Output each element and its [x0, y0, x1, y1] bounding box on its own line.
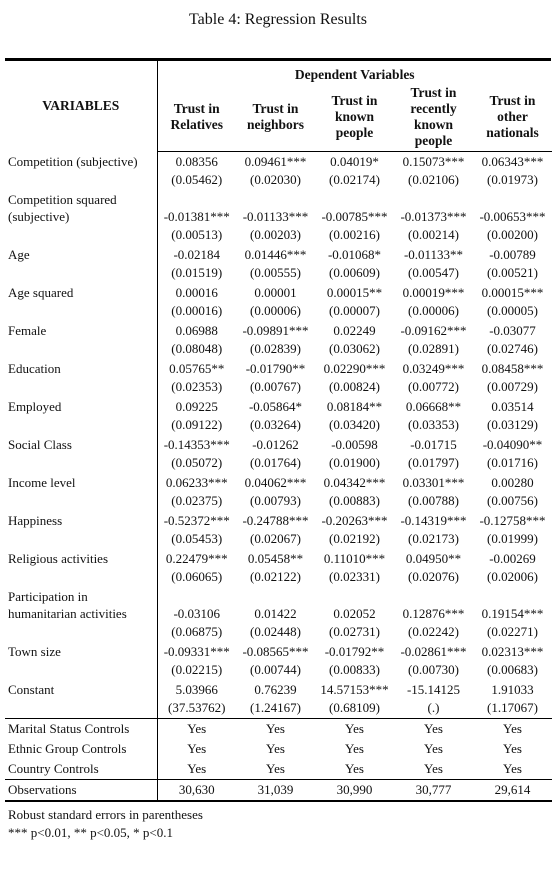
table-row-se: [5, 377, 552, 397]
dependent-variables-header: Dependent Variables: [294, 67, 415, 82]
standard-error-cell: (0.05453): [171, 531, 223, 546]
variable-label-empty: [5, 453, 157, 473]
coefficient-cell: -0.52372***: [163, 513, 230, 528]
table-row-se: [5, 529, 552, 549]
standard-error-cell: (0.02448): [250, 624, 301, 639]
variable-label-empty: [5, 660, 157, 680]
coefficient-cell: 0.04019*: [330, 154, 379, 169]
coefficient-cell: 0.03249***: [402, 361, 465, 376]
variable-label-empty: [5, 567, 157, 587]
coefficient-cell: -0.05864*: [248, 399, 303, 414]
variable-label-empty: [5, 491, 157, 511]
coefficient-cell: -0.09162***: [400, 323, 467, 338]
table-row: [5, 190, 552, 225]
variable-label-line: Age squared: [8, 285, 74, 300]
coefficient-cell: -0.14353***: [163, 437, 230, 452]
control-value: 30,630: [157, 780, 236, 802]
coefficient-cell: -0.01262: [252, 437, 299, 452]
coefficient-cell: 0.05458**: [247, 551, 304, 566]
standard-error-cell: (0.00729): [487, 379, 538, 394]
variable-label: [5, 680, 157, 698]
control-row: [5, 719, 552, 740]
control-value: Yes: [424, 761, 443, 776]
standard-error-cell: (0.00683): [487, 662, 538, 677]
standard-error-cell: (0.06875): [171, 624, 223, 639]
column-header-line: people: [335, 125, 374, 140]
standard-error-cell: (0.01764): [250, 455, 301, 470]
coefficient-cell: 0.01422: [254, 606, 297, 621]
standard-error-cell: (0.01797): [408, 455, 459, 470]
coefficient-cell: 0.06233***: [165, 475, 228, 490]
variable-label-line: Constant: [8, 682, 55, 697]
control-value: Yes: [266, 761, 285, 776]
standard-error-cell: (0.00005): [487, 303, 538, 318]
control-row: [5, 780, 552, 802]
coefficient-cell: -0.09891***: [242, 323, 309, 338]
variable-label: [5, 359, 157, 377]
coefficient-cell: 0.06988: [175, 323, 218, 338]
coefficient-cell: 0.06343***: [481, 154, 544, 169]
control-value: Yes: [157, 719, 236, 740]
column-header-line: other: [497, 109, 528, 124]
variable-label-empty: [5, 225, 157, 245]
control-value: Yes: [345, 761, 364, 776]
control-row: [5, 759, 552, 780]
variable-label-empty: [5, 622, 157, 642]
coefficient-cell: 0.15073***: [402, 154, 465, 169]
coefficient-cell: -0.00598: [331, 437, 378, 452]
variable-label-line: Employed: [8, 399, 62, 414]
variable-label-line: Participation in: [8, 589, 88, 604]
control-label: Marital Status Controls: [5, 719, 157, 740]
standard-error-cell: (0.00609): [329, 265, 380, 280]
standard-error-cell: (0.03420): [329, 417, 380, 432]
column-header-line: Trust in: [173, 101, 220, 116]
standard-error-cell: (0.00744): [250, 662, 301, 677]
standard-error-cell: (0.01519): [171, 265, 223, 280]
variable-label-line: Female: [8, 323, 47, 338]
coefficient-cell: -0.03077: [489, 323, 536, 338]
coefficient-cell: 0.00019***: [402, 285, 465, 300]
standard-error-cell: (0.00007): [329, 303, 380, 318]
table-row-se: [5, 491, 552, 511]
coefficient-cell: -15.14125: [406, 682, 461, 697]
variable-label-empty: [5, 415, 157, 435]
coefficient-cell: -0.00269: [489, 551, 536, 566]
coefficient-cell: 0.08458***: [481, 361, 544, 376]
standard-error-cell: (0.00547): [408, 265, 459, 280]
coefficient-cell: -0.01790**: [245, 361, 306, 376]
standard-error-cell: (0.02106): [408, 172, 459, 187]
table-row-se: [5, 170, 552, 190]
standard-error-cell: (0.03353): [408, 417, 459, 432]
standard-error-cell: (0.02215): [171, 662, 223, 677]
variable-label-line: Happiness: [8, 513, 63, 528]
standard-error-cell: (0.02731): [329, 624, 380, 639]
table-notes: [5, 802, 551, 842]
standard-error-cell: (0.05462): [171, 172, 223, 187]
variable-label-empty: [5, 170, 157, 190]
table-row-se: [5, 698, 552, 719]
table-row: [5, 152, 552, 171]
coefficient-cell: -0.00785***: [321, 209, 388, 224]
coefficient-cell: 0.01446***: [244, 247, 307, 262]
coefficient-cell: -0.02861***: [400, 644, 467, 659]
standard-error-cell: (0.02746): [487, 341, 538, 356]
table-row-se: [5, 415, 552, 435]
variable-label: [5, 473, 157, 491]
standard-error-cell: (0.00883): [329, 493, 380, 508]
column-header-3: [315, 83, 394, 152]
column-header-1: [157, 83, 236, 152]
variable-label-empty: [5, 698, 157, 719]
standard-error-cell: (0.02173): [408, 531, 459, 546]
table-row: [5, 245, 552, 263]
standard-error-cell: (0.02242): [408, 624, 459, 639]
standard-error-cell: (0.00016): [171, 303, 223, 318]
standard-error-cell: (0.02174): [329, 172, 380, 187]
control-value: Yes: [187, 761, 207, 776]
control-label: Ethnic Group Controls: [5, 739, 157, 759]
table-caption: Table 4: Regression Results: [189, 11, 367, 28]
coefficient-cell: -0.01133***: [242, 209, 309, 224]
table-row: [5, 321, 552, 339]
coefficient-cell: -0.01792**: [324, 644, 385, 659]
standard-error-cell: (0.00203): [250, 227, 301, 242]
variable-label: [5, 435, 157, 453]
coefficient-cell: -0.01381***: [163, 209, 230, 224]
table-row: [5, 359, 552, 377]
coefficient-cell: -0.00653***: [479, 209, 546, 224]
column-header-line: Trust in: [331, 93, 378, 108]
table-header: [5, 61, 552, 152]
standard-error-cell: (0.02271): [487, 624, 538, 639]
coefficient-cell: -0.08565***: [242, 644, 309, 659]
control-value: Yes: [266, 741, 285, 756]
coefficient-cell: 0.02313***: [481, 644, 544, 659]
variable-label-line: Religious activities: [8, 551, 109, 566]
variable-label: [5, 642, 157, 660]
variable-label-line: Income level: [8, 475, 76, 490]
coefficient-cell: 5.03966: [175, 682, 218, 697]
coefficient-cell: 0.00015**: [326, 285, 383, 300]
standard-error-cell: (0.02192): [329, 531, 380, 546]
standard-error-cell: (0.03062): [329, 341, 380, 356]
standard-error-cell: (0.00006): [408, 303, 459, 318]
standard-error-cell: (0.01999): [487, 531, 538, 546]
column-header-line: known: [413, 117, 454, 132]
control-label: Observations: [5, 780, 157, 802]
standard-error-cell: (0.03129): [487, 417, 538, 432]
table-row: [5, 511, 552, 529]
standard-error-cell: (0.00756): [487, 493, 538, 508]
coefficient-cell: -0.24788***: [242, 513, 309, 528]
variable-label-empty: [5, 339, 157, 359]
standard-error-cell: (0.02067): [250, 531, 301, 546]
variable-label: [5, 283, 157, 301]
control-value: 29,614: [473, 780, 552, 802]
standard-error-cell: (0.02891): [408, 341, 459, 356]
variables-header: VARIABLES: [5, 61, 157, 152]
coefficient-cell: -0.03106: [173, 606, 221, 621]
column-header-line: people: [414, 133, 453, 148]
table-row: [5, 435, 552, 453]
column-header-line: Relatives: [170, 117, 223, 132]
control-label: Country Controls: [5, 759, 157, 780]
control-row: [5, 739, 552, 759]
variable-label-line: Competition squared: [8, 192, 117, 207]
coefficient-cell: -0.01133**: [403, 247, 464, 262]
coefficient-cell: 0.00280: [491, 475, 534, 490]
column-header-line: known: [334, 109, 375, 124]
variable-label-line: Social Class: [8, 437, 72, 452]
table-row: [5, 397, 552, 415]
variable-label-empty: [5, 301, 157, 321]
variable-label: [5, 511, 157, 529]
coefficient-cell: 0.12876***: [402, 606, 465, 621]
standard-error-cell: (0.00521): [487, 265, 538, 280]
standard-error-cell: (0.02006): [487, 569, 538, 584]
coefficient-cell: 0.22479***: [165, 551, 228, 566]
coefficient-cell: -0.00789: [489, 247, 536, 262]
control-value: 30,777: [394, 780, 473, 802]
variable-label-line: Age: [8, 247, 30, 262]
coefficient-cell: 0.04062***: [244, 475, 307, 490]
column-header-line: neighbors: [246, 117, 304, 132]
standard-error-cell: (0.00767): [250, 379, 301, 394]
coefficient-cell: -0.20263***: [321, 513, 388, 528]
control-value: Yes: [315, 719, 394, 740]
standard-error-cell: (0.00200): [487, 227, 538, 242]
variable-label: [5, 190, 157, 225]
coefficient-cell: -0.01068*: [327, 247, 382, 262]
variable-label: [5, 549, 157, 567]
control-value: Yes: [473, 719, 552, 740]
standard-error-cell: (0.00513): [171, 227, 223, 242]
table-row: [5, 642, 552, 660]
coefficient-cell: -0.04090**: [482, 437, 543, 452]
standard-error-cell: (0.02122): [250, 569, 301, 584]
standard-error-cell: (1.17067): [487, 700, 538, 715]
variable-label-empty: [5, 377, 157, 397]
column-header-line: Trust in: [489, 93, 536, 108]
table-row-se: [5, 453, 552, 473]
standard-error-cell: (0.06065): [171, 569, 223, 584]
standard-error-cell: (0.02030): [250, 172, 301, 187]
note-significance: *** p<0.01, ** p<0.05, * p<0.1: [8, 825, 173, 840]
coefficient-cell: 0.11010***: [323, 551, 386, 566]
coefficient-cell: 0.04950**: [405, 551, 462, 566]
coefficient-cell: 0.02249: [333, 323, 376, 338]
coefficient-cell: 0.08184**: [326, 399, 383, 414]
note-robust-se: Robust standard errors in parentheses: [8, 807, 203, 822]
standard-error-cell: (0.05072): [171, 455, 223, 470]
coefficient-cell: 0.05765**: [169, 361, 225, 376]
table-row-se: [5, 660, 552, 680]
table-row-se: [5, 301, 552, 321]
coefficient-cell: 0.03301***: [402, 475, 465, 490]
coefficient-cell: 0.09225: [175, 399, 218, 414]
standard-error-cell: (0.02375): [171, 493, 223, 508]
coefficient-cell: 0.02290***: [323, 361, 386, 376]
standard-error-cell: (0.00216): [329, 227, 380, 242]
table-row: [5, 587, 552, 622]
standard-error-cell: (0.00006): [250, 303, 301, 318]
standard-error-cell: (.): [427, 700, 440, 715]
table-row-se: [5, 225, 552, 245]
control-value: Yes: [503, 741, 522, 756]
coefficient-cell: -0.01373***: [400, 209, 467, 224]
variable-label-line: Town size: [8, 644, 61, 659]
column-header-5: [473, 83, 552, 152]
table-row-se: [5, 339, 552, 359]
control-value: Yes: [394, 719, 473, 740]
control-value: Yes: [187, 741, 207, 756]
column-header-line: Trust in: [252, 101, 299, 116]
coefficient-cell: 1.91033: [491, 682, 534, 697]
standard-error-cell: (0.00555): [250, 265, 301, 280]
variable-label-empty: [5, 263, 157, 283]
standard-error-cell: (0.00772): [408, 379, 459, 394]
coefficient-cell: 0.02052: [333, 606, 376, 621]
table-body: [5, 152, 552, 802]
standard-error-cell: (0.00214): [408, 227, 459, 242]
coefficient-cell: -0.01715: [410, 437, 457, 452]
control-value: Yes: [345, 741, 364, 756]
standard-error-cell: (0.08048): [171, 341, 223, 356]
standard-error-cell: (0.68109): [329, 700, 380, 715]
standard-error-cell: (0.00793): [250, 493, 301, 508]
standard-error-cell: (0.00730): [408, 662, 459, 677]
column-header-4: [394, 83, 473, 152]
variable-label-line: humanitarian activities: [8, 606, 127, 621]
coefficient-cell: 0.08356: [175, 154, 218, 169]
column-header-line: recently: [410, 101, 457, 116]
coefficient-cell: 0.03514: [491, 399, 534, 414]
standard-error-cell: (0.03264): [250, 417, 301, 432]
table-row-se: [5, 567, 552, 587]
variable-label: [5, 397, 157, 415]
standard-error-cell: (0.02076): [408, 569, 459, 584]
table-row: [5, 473, 552, 491]
coefficient-cell: -0.02184: [173, 247, 221, 262]
standard-error-cell: (0.01900): [329, 455, 380, 470]
coefficient-cell: 0.04342***: [323, 475, 386, 490]
coefficient-cell: 0.00015***: [481, 285, 544, 300]
control-value: Yes: [236, 719, 315, 740]
standard-error-cell: (0.09122): [171, 417, 223, 432]
variable-label-empty: [5, 529, 157, 549]
standard-error-cell: (0.02839): [250, 341, 301, 356]
coefficient-cell: 0.76239: [254, 682, 297, 697]
coefficient-cell: 14.57153***: [320, 682, 389, 697]
table-row-se: [5, 263, 552, 283]
variable-label-line: Competition (subjective): [8, 154, 138, 169]
control-value: Yes: [424, 741, 443, 756]
variable-label-line: (subjective): [8, 209, 70, 224]
coefficient-cell: 0.19154***: [481, 606, 544, 621]
regression-table: [5, 61, 552, 802]
column-header-line: nationals: [486, 125, 539, 140]
coefficient-cell: 0.09461***: [244, 154, 307, 169]
table-row-se: [5, 622, 552, 642]
column-header-2: [236, 83, 315, 152]
standard-error-cell: (0.02331): [329, 569, 380, 584]
standard-error-cell: (0.00788): [408, 493, 459, 508]
control-value: 30,990: [315, 780, 394, 802]
control-value: 31,039: [236, 780, 315, 802]
standard-error-cell: (0.02353): [171, 379, 223, 394]
table-row: [5, 283, 552, 301]
variable-label: [5, 587, 157, 622]
coefficient-cell: -0.09331***: [163, 644, 230, 659]
standard-error-cell: (0.00824): [329, 379, 380, 394]
regression-table-frame: [5, 58, 551, 842]
variable-label: [5, 152, 157, 171]
table-row: [5, 549, 552, 567]
standard-error-cell: (37.53762): [168, 700, 226, 715]
variable-label-line: Education: [8, 361, 61, 376]
standard-error-cell: (0.01973): [487, 172, 538, 187]
coefficient-cell: -0.12758***: [479, 513, 546, 528]
coefficient-cell: 0.06668**: [405, 399, 462, 414]
standard-error-cell: (0.00833): [329, 662, 380, 677]
variable-label: [5, 245, 157, 263]
variable-label: [5, 321, 157, 339]
table-row: [5, 680, 552, 698]
standard-error-cell: (1.24167): [250, 700, 301, 715]
coefficient-cell: 0.00016: [175, 285, 218, 300]
column-header-line: Trust in: [410, 85, 457, 100]
control-value: Yes: [503, 761, 522, 776]
coefficient-cell: 0.00001: [254, 285, 297, 300]
standard-error-cell: (0.01716): [487, 455, 538, 470]
coefficient-cell: -0.14319***: [400, 513, 467, 528]
